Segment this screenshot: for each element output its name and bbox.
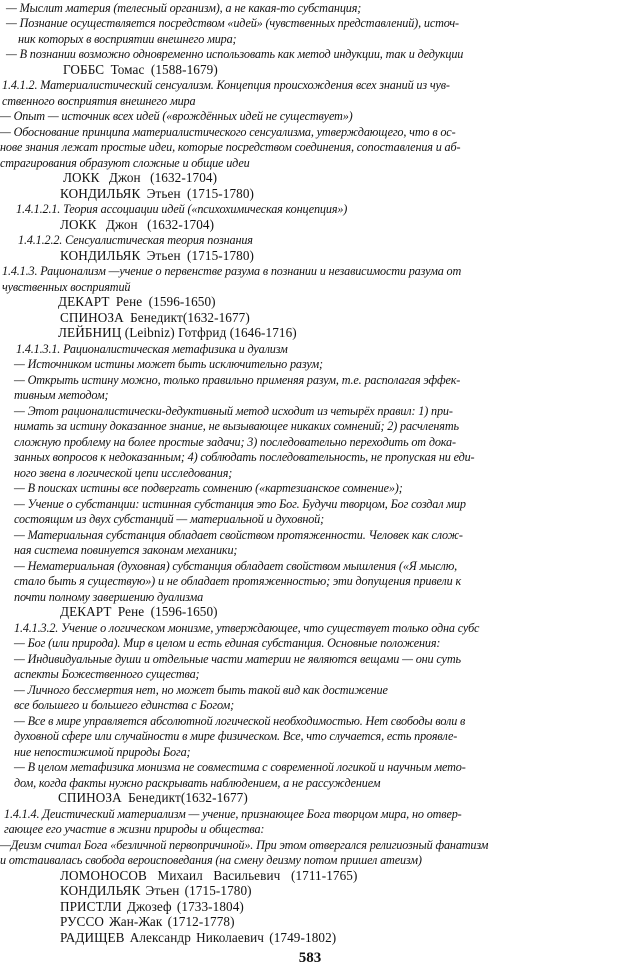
text-line: 1.4.1.3. Рационализм —учение о первенстве разума в познании и независимости разума от (2, 264, 462, 278)
text-line: — В поисках истины все подвергать сомнению («картезианское сомнение»); (14, 481, 403, 495)
author-entry: СПИНОЗА Бенедикт(1632-1677) (60, 310, 250, 325)
text-line: 1.4.1.3.2. Учение о логическом монизме, утверждающее, что существует только одна субс (14, 621, 480, 635)
text-line: — Индивидуальные души и отдельные части материи не являются вещами — они суть (14, 652, 461, 666)
text-line: — Познание осуществляется посредством «идей» (чувственных представлений), источ- (6, 16, 459, 30)
text-line: — Источником истины может быть исключительно разум; (14, 357, 323, 371)
author-entry: КОНДИЛЬЯК Этьен (1715-1780) (60, 883, 252, 898)
text-line: 1.4.1.4. Деистический материализм — учение, признающее Бога творцом мира, но отвер- (4, 807, 462, 821)
text-line: — Учение о субстанции: истинная субстанция это Бог. Будучи творцом, Бог создал мир (14, 497, 466, 511)
text-line: сложную проблему на более простые задачи; 3) последовательно переходить от дока- (14, 435, 456, 449)
author-entry: ЛОМОНОСОВ Михаил Васильевич (1711-1765) (60, 868, 358, 883)
author-entry: РАДИЩЕВ Александр Николаевич (1749-1802) (60, 930, 337, 945)
author-entry: КОНДИЛЬЯК Этьен (1715-1780) (60, 248, 255, 263)
author-entry: ЛОКК Джон (1632-1704) (60, 217, 215, 232)
text-line: все большего и большего единства с Богом; (14, 698, 235, 712)
text-line: страгирования образуют сложные и общие идеи (0, 156, 250, 170)
text-line: ного звена в логической цепи исследования; (14, 466, 233, 480)
text-line: — Нематериальная (духовная) субстанция обладает свойством мышления («Я мыслю, (14, 559, 458, 573)
author-entry: ПРИСТЛИ Джозеф (1733-1804) (60, 899, 244, 914)
text-line: стало быть я существую») и не обладает протяженностью; эти допущения привели к (14, 574, 461, 588)
text-line: занных вопросов к недоказанным; 4) соблюдать последовательность, не пропуская ни еди- (14, 450, 475, 464)
text-line: нове знания лежат простые идеи, которые посредством соединения, сопоставления и аб- (0, 140, 461, 154)
text-line: гающее его участие в жизни природы и общества: (4, 822, 265, 836)
text-line: нимать за истину доказанное знание, не вызывающее никаких сомнений; 2) расчленять (14, 419, 459, 433)
author-entry: ДЕКАРТ Рене (1596-1650) (60, 604, 218, 619)
author-entry: ЛЕЙБНИЦ (Leibniz) Готфрид (1646-1716) (58, 325, 297, 340)
text-line: и отстаивалась свобода вероисповедания (на смену деизму потом пришел атеизм) (0, 853, 422, 867)
text-line: — Бог (или природа). Мир в целом и есть единая субстанция. Основные положения: (14, 636, 441, 650)
text-line: — Все в мире управляется абсолютной логической необходимостью. Нет свободы воли в (14, 714, 466, 728)
text-line: ственного восприятия внешнего мира (2, 94, 196, 108)
text-line: 1.4.1.2. Материалистический сенсуализм. Концепция происхождения всех знаний из чув- (2, 78, 450, 92)
author-entry: ЛОКК Джон (1632-1704) (63, 170, 218, 185)
text-line: ная система повинуется законам механики; (14, 543, 238, 557)
text-line: 1.4.1.2.1. Теория ассоциации идей («психохимическая концепция») (16, 202, 348, 216)
author-entry: ГОББС Томас (1588-1679) (63, 62, 218, 77)
author-entry: ДЕКАРТ Рене (1596-1650) (58, 294, 216, 309)
text-line: — Открыть истину можно, только правильно применяя разум, т.е. располагая эффек- (14, 373, 461, 387)
text-line: чувственных восприятий (2, 280, 131, 294)
text-line: ник которых в восприятии внешнего мира; (18, 32, 237, 46)
page-number: 583 (298, 950, 322, 966)
text-line: — В целом метафизика монизма не совместима с современной логикой и научным мето- (14, 760, 466, 774)
text-line: — Мыслит материя (телесный организм), а не какая-то субстанция; (6, 1, 362, 15)
text-line: 1.4.1.2.2. Сенсуалистическая теория познания (18, 233, 253, 247)
text-line: — Материальная субстанция обладает свойством протяженности. Человек как слож- (14, 528, 463, 542)
text-line: 1.4.1.3.1. Рационалистическая метафизика и дуализм (16, 342, 288, 356)
text-line: почти полному завершению дуализма (14, 590, 204, 604)
text-line: ние непостижимой природы Бога; (14, 745, 191, 759)
author-entry: СПИНОЗА Бенедикт(1632-1677) (58, 790, 248, 805)
text-line: — Личного бессмертия нет, но может быть такой вид как достижение (14, 683, 388, 697)
author-entry: КОНДИЛЬЯК Этьен (1715-1780) (60, 186, 255, 201)
text-line: —Деизм считал Бога «безличной первопричиной». При этом отвергался религиозный фанатизм (0, 838, 489, 852)
author-entry: РУССО Жан-Жак (1712-1778) (60, 914, 235, 929)
text-line: тивным методом; (14, 388, 109, 402)
text-line: — Опыт — источник всех идей («врождённых идей не существует») (0, 109, 353, 123)
text-line: дом, когда факты нужно раскрывать наблюдением, а не рассуждением (14, 776, 381, 790)
text-line: аспекты Божественного существа; (14, 667, 200, 681)
text-line: — В познании возможно одновременно использовать как метод индукции, так и дедукции (6, 47, 464, 61)
text-line: состоящим из двух субстанций — материальной и духовной; (14, 512, 325, 526)
text-line: духовной сфере или случайности в мире физическом. Все, что случается, есть проявле- (14, 729, 458, 743)
text-line: — Обоснование принципа материалистического сенсуализма, утверждающего, что в ос- (0, 125, 456, 139)
text-line: — Этот рационалистически-дедуктивный метод исходит из четырёх правил: 1) при- (14, 404, 453, 418)
